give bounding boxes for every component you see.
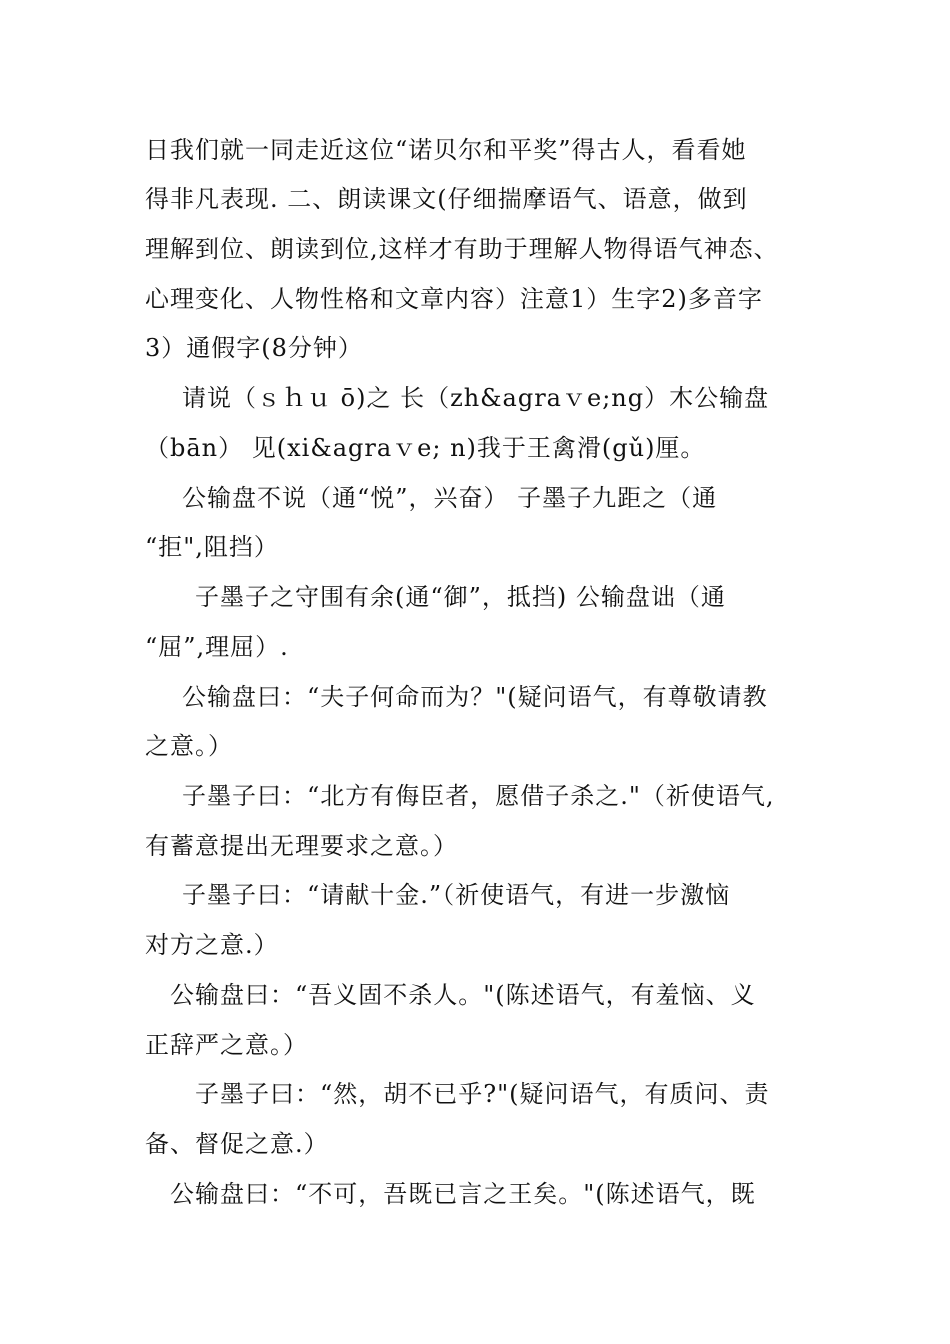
- text-line-2: 得非凡表现. 二、朗读课文(仔细揣摩语气、语意，做到: [145, 185, 748, 213]
- text-line-12: 公输盘曰：“夫子何命而为？"(疑问语气，有尊敬请教: [182, 683, 768, 711]
- text-line-4: 心理变化、人物性格和文章内容）注意1）生字2)多音字: [145, 285, 763, 313]
- text-line-18: 公输盘曰：“吾义固不杀人。"(陈述语气，有羞恼、义: [170, 981, 756, 1009]
- text-line-14: 子墨子曰：“北方有侮臣者，愿借子杀之."（祈使语气,: [182, 782, 775, 810]
- text-line-11: “屈”,理屈）.: [145, 633, 289, 661]
- text-line-5: 3）通假字(8分钟）: [145, 334, 363, 362]
- text-line-22: 公输盘曰：“不可，吾既已言之王矣。"(陈述语气，既: [170, 1180, 756, 1208]
- text-line-17: 对方之意.）: [145, 931, 279, 959]
- text-line-19: 正辞严之意。）: [145, 1031, 308, 1059]
- text-line-7: （bān） 见(xi&agraｖe; n)我于王禽滑(gǔ)厘。: [145, 434, 706, 462]
- text-line-10: 子墨子之守围有余(通“御”，抵挡) 公输盘诎（通: [195, 583, 726, 611]
- text-line-3: 理解到位、朗读到位,这样才有助于理解人物得语气神态、: [145, 235, 779, 263]
- text-line-13: 之意。）: [145, 732, 233, 760]
- text-line-8: 公输盘不说（通“悦”，兴奋） 子墨子九距之（通: [182, 484, 718, 512]
- text-line-16: 子墨子曰：“请献十金.”（祈使语气，有进一步激恼: [182, 881, 731, 909]
- text-line-20: 子墨子曰：“然，胡不已乎?"(疑问语气，有质问、责: [195, 1080, 770, 1108]
- text-line-21: 备、督促之意.）: [145, 1130, 329, 1158]
- text-line-1: 日我们就一同走近这位“诺贝尔和平奖”得古人，看看她: [145, 136, 747, 164]
- text-line-15: 有蓄意提出无理要求之意。）: [145, 832, 458, 860]
- text-line-9: “拒",阻挡）: [145, 533, 279, 561]
- text-line-6: 请说（ｓｈｕ ō)之 长（zh&agraｖe;ng）木公输盘: [182, 384, 770, 412]
